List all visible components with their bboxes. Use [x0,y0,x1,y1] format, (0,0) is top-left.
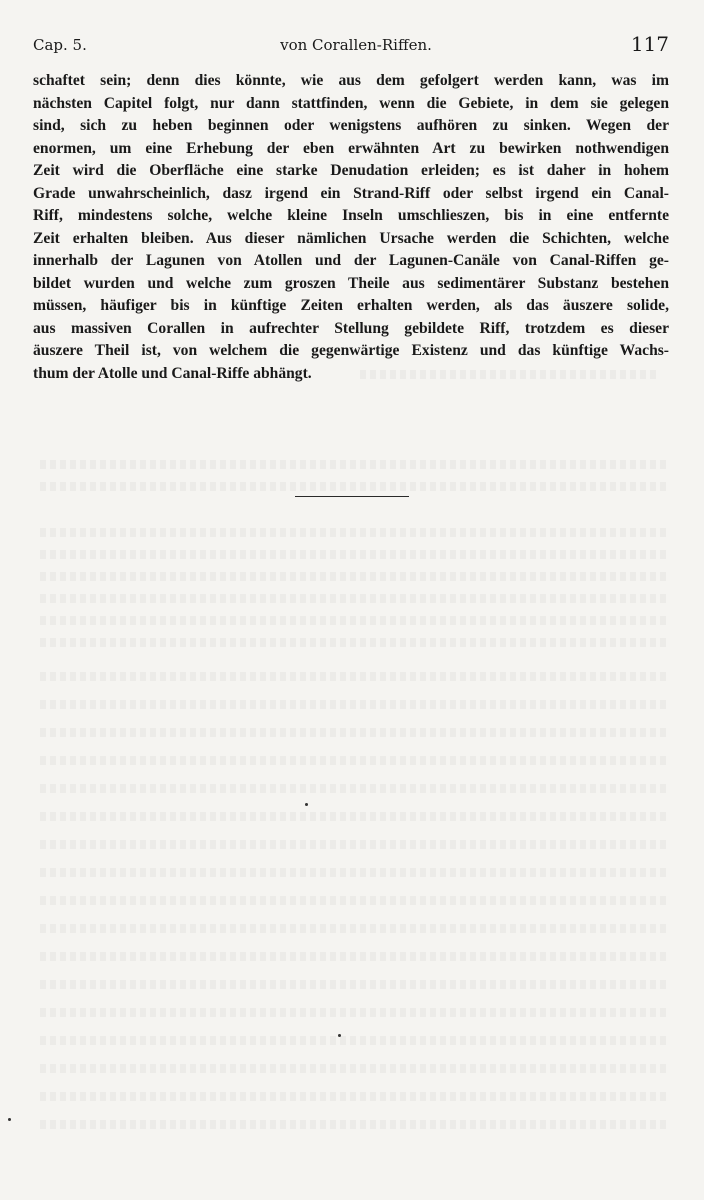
text-line: Zeit erhalten bleiben. Aus dieser nämlichen Ursache werden die Schichten, welche [33,229,669,247]
text-line: äuszere Theil ist, von welchem die gegenwärtige Existenz und das künftige Wachs- [33,342,669,359]
text-line: Grade unwahrscheinlich, dasz irgend ein Strand-Riff oder selbst irgend ein Canal- [33,184,669,202]
ink-speck [338,1034,341,1037]
page-header [33,32,669,58]
section-divider [295,496,409,497]
text-line: schaftet sein; denn dies könnte, wie aus dem gefolgert werden kann, was im [33,72,669,89]
text-line: thum der Atolle und Canal-Riffe abhängt. [33,364,312,382]
text-line: bildet wurden und welche zum groszen Theile aus sedimentärer Substanz bestehen [33,274,669,292]
text-line: sind, sich zu heben beginnen oder wenigstens aufhören zu sinken. Wegen der [33,117,669,134]
text-line: nächsten Capitel folgt, nur dann stattfinden, wenn die Gebiete, in dem sie gelegen [33,94,669,112]
text-line: innerhalb der Lagunen von Atollen und der Lagunen-Canäle von Canal-Riffen ge- [33,252,669,269]
ink-speck [305,803,308,806]
text-line: müssen, häufiger bis in künftige Zeiten erhalten werden, als das äuszere solide, [33,297,669,314]
text-line: aus massiven Corallen in aufrechter Stellung gebildete Riff, trotzdem es dieser [33,319,669,337]
text-line: Riff, mindestens solche, welche kleine Inseln umschlieszen, bis in eine entfernte [33,207,669,224]
text-line: Zeit wird die Oberfläche eine starke Denudation erleiden; es ist daher in hohem [33,162,669,179]
page-number: 117 [630,32,669,56]
body-paragraph [33,70,669,385]
text-line: enormen, um eine Erhebung der eben erwähnten Art zu bewirken nothwendigen [33,139,669,157]
chapter-label: Cap. 5. [33,36,87,54]
ink-speck [8,1118,11,1121]
running-title: von Corallen-Riffen. [280,36,432,54]
